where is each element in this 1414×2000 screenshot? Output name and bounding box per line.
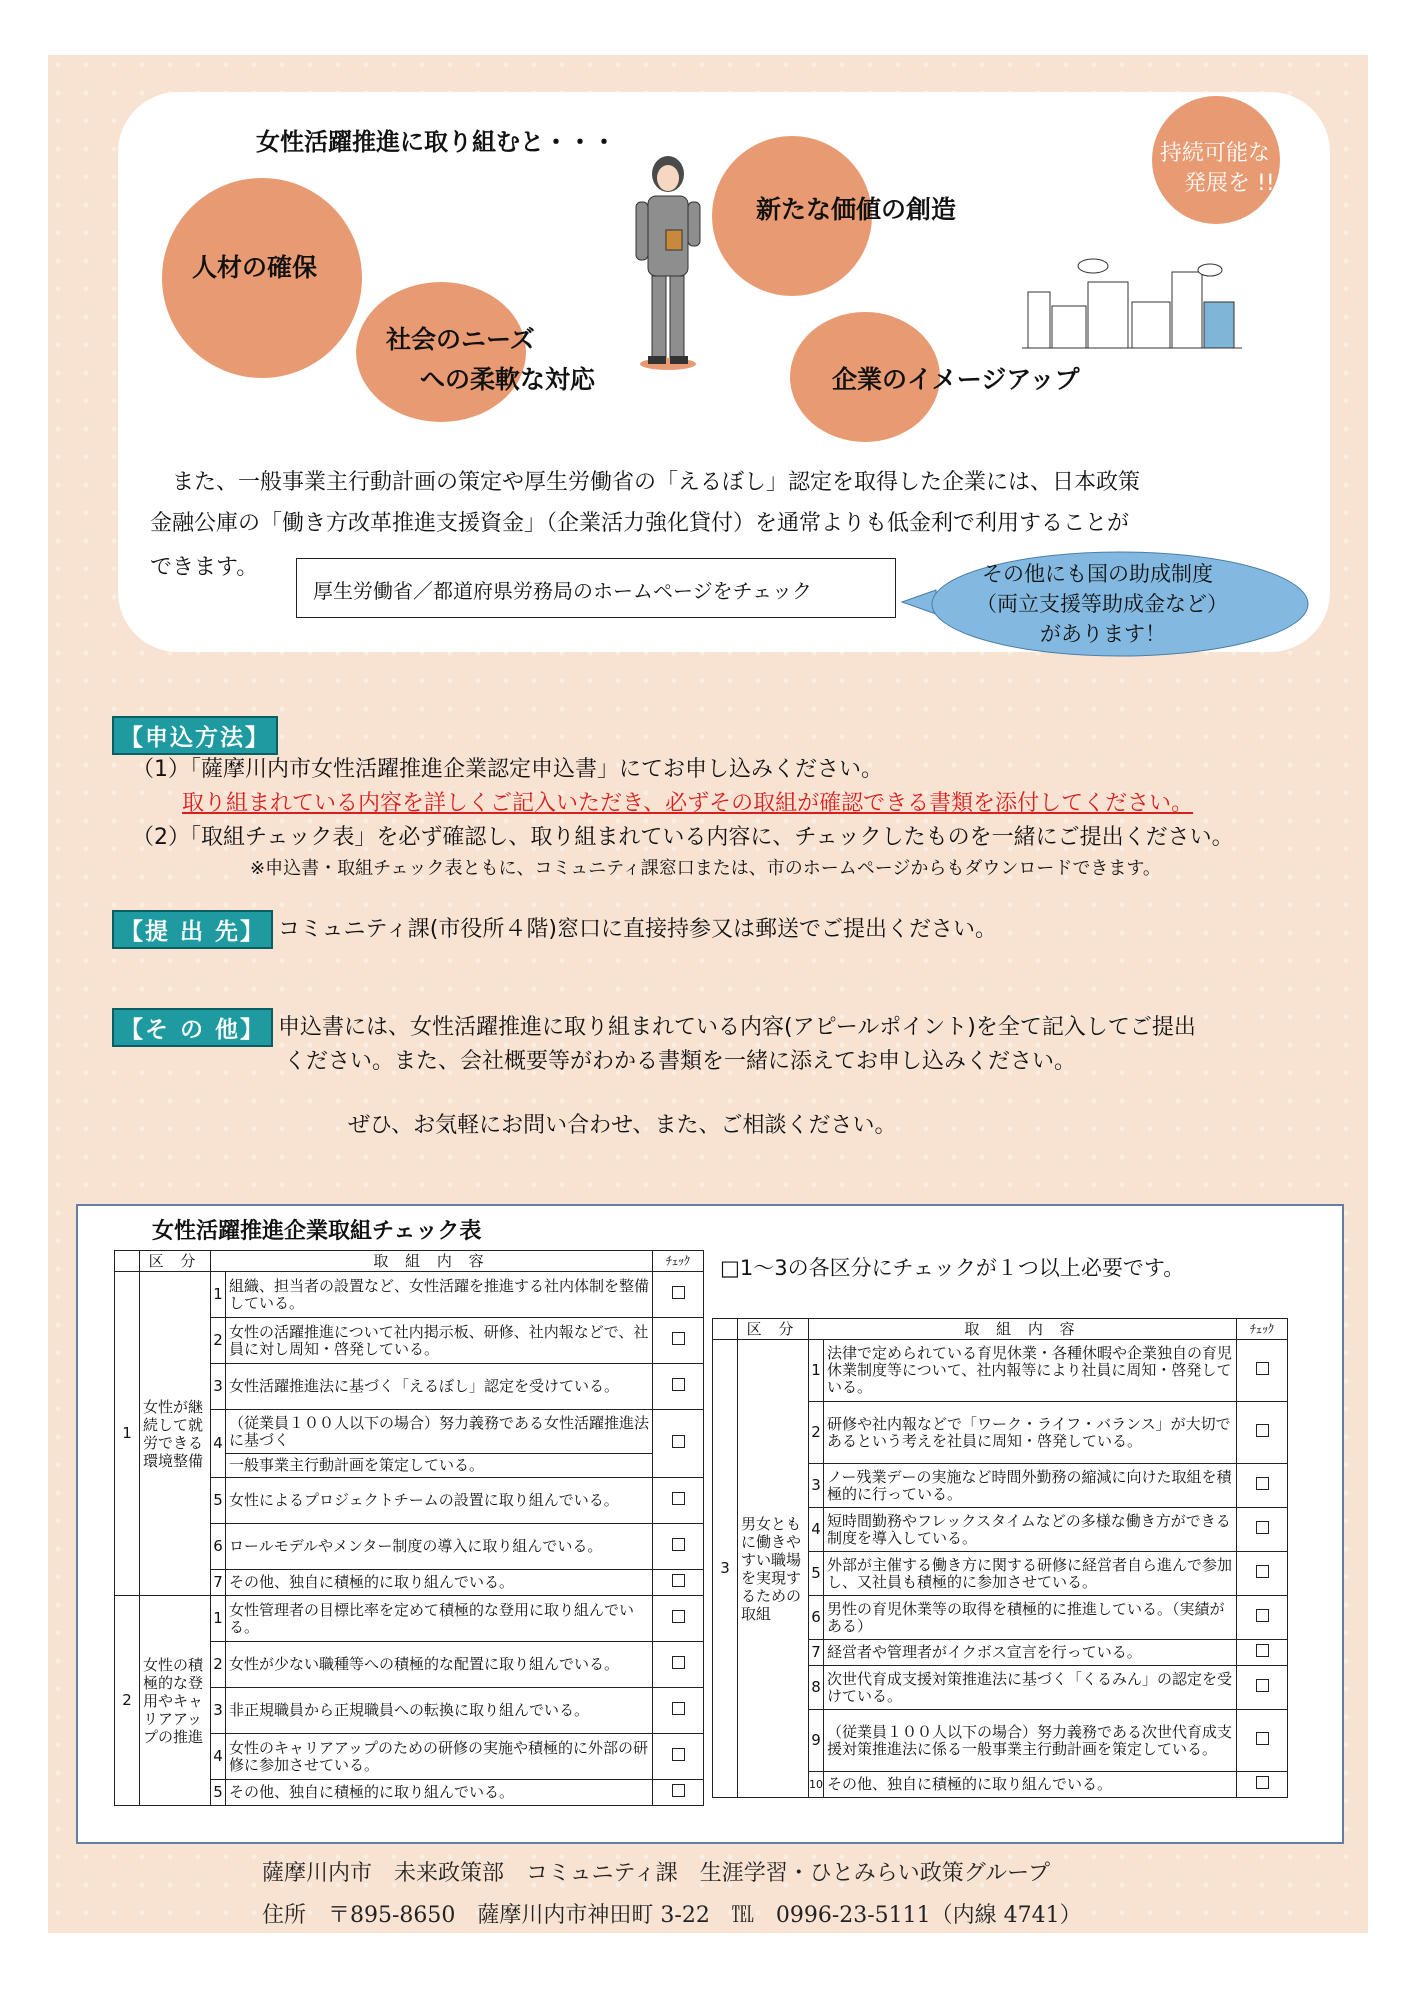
checklist-table-right [712, 1318, 1288, 1798]
header-num [115, 1251, 140, 1272]
item-text: その他、独自に積極的に取り組んでいる。 [824, 1772, 1237, 1798]
item-number: 4 [211, 1410, 226, 1478]
item-text: 短時間勤務やフレックスタイムなどの多様な働き方ができる制度を導入している。 [824, 1508, 1237, 1552]
checkbox-icon[interactable] [1256, 1609, 1269, 1622]
loan-paragraph-line2: 金融公庫の「働き方改革推進支援資金」（企業活力強化貸付）を通常よりも低金利で利用することが [150, 511, 1130, 536]
header-num [713, 1319, 738, 1340]
checkbox-cell[interactable] [1237, 1640, 1288, 1666]
checkbox-icon[interactable] [672, 1784, 685, 1797]
item-text: 経営者や管理者がイクボス宣言を行っている。 [824, 1640, 1237, 1666]
checkbox-cell[interactable] [653, 1780, 704, 1806]
item-number: 2 [809, 1402, 824, 1464]
benefit-talent: 人材の確保 [192, 253, 318, 282]
businesswoman-icon [628, 152, 708, 376]
item-number: 3 [211, 1364, 226, 1410]
benefit-image-up: 企業のイメージアップ [832, 365, 1080, 394]
item-number: 4 [211, 1734, 226, 1780]
checkbox-cell[interactable] [1237, 1552, 1288, 1596]
checkbox-cell[interactable] [653, 1734, 704, 1780]
item-text: 女性管理者の目標比率を定めて積極的な登用に取り組んでいる。 [226, 1596, 653, 1642]
item-number: 2 [211, 1642, 226, 1688]
category-1-label: 女性が継続して就労できる環境整備 [140, 1272, 211, 1596]
category-3-number: 3 [713, 1340, 738, 1798]
other-tag: 【そ の 他】 [112, 1008, 273, 1047]
checkbox-icon[interactable] [1256, 1565, 1269, 1578]
checkbox-icon[interactable] [1256, 1521, 1269, 1534]
checkbox-cell[interactable] [1237, 1772, 1288, 1798]
checklist-table-left [114, 1250, 704, 1806]
checkbox-cell[interactable] [653, 1642, 704, 1688]
item-number: 8 [809, 1666, 824, 1710]
checklist-title: 女性活躍推進企業取組チェック表 [152, 1219, 482, 1244]
checkbox-icon[interactable] [1256, 1679, 1269, 1692]
application-item-1: （1）「薩摩川内市女性活躍推進企業認定申込書」にてお申し込みください。 [132, 757, 883, 782]
checkbox-cell[interactable] [653, 1410, 704, 1478]
checkbox-icon[interactable] [672, 1538, 685, 1551]
checkbox-icon[interactable] [1256, 1362, 1269, 1375]
item-text: 次世代育成支援対策推進法に基づく「くるみん」の認定を受けている。 [824, 1666, 1237, 1710]
bubble-line3: があります！ [1040, 622, 1166, 646]
application-item-2: （2）「取組チェック表」を必ず確認し、取り組まれている内容に、チェックしたものを一緒にご提出ください。 [132, 825, 1234, 850]
footer-address: 住所 〒895-8650 薩摩川内市神田町 3-22 ℡ 0996-23-5111（内線 4741） [262, 1903, 1082, 1928]
item-number: 7 [211, 1570, 226, 1596]
category-2-number: 2 [115, 1596, 140, 1806]
download-note: ※申込書・取組チェック表ともに、コミュニティ課窓口または、市のホームページからもダウンロードできます。 [250, 858, 1161, 879]
footer-department: 薩摩川内市 未来政策部 コミュニティ課 生涯学習・ひとみらい政策グループ [262, 1861, 1051, 1886]
checkbox-icon[interactable] [672, 1286, 685, 1299]
other-line2: ください。また、会社概要等がわかる書類を一緒に添えてお申し込みください。 [284, 1049, 1077, 1074]
checkbox-icon[interactable] [672, 1748, 685, 1761]
item-number: 5 [211, 1478, 226, 1524]
checkbox-icon[interactable] [1256, 1477, 1269, 1490]
submission-tag: 【提 出 先】 [112, 910, 273, 949]
item-number: 6 [809, 1596, 824, 1640]
category-3-label: 男女ともに働きやすい職場を実現するための取組 [738, 1340, 809, 1798]
checkbox-cell[interactable] [1237, 1666, 1288, 1710]
item-number: 2 [211, 1318, 226, 1364]
item-text: 研修や社内報などで「ワーク・ライフ・バランス」が大切であるという考えを社員に周知・啓発している。 [824, 1402, 1237, 1464]
checkbox-icon[interactable] [672, 1656, 685, 1669]
item-text: 女性のキャリアアップのための研修の実施や積極的に外部の研修に参加させている。 [226, 1734, 653, 1780]
header-check: ﾁｪｯｸ [653, 1251, 704, 1272]
checkbox-cell[interactable] [653, 1688, 704, 1734]
badge-line2: 発展を !! [1184, 171, 1275, 196]
cloud-icon [1076, 256, 1110, 274]
checklist-note: □1～3の各区分にチェックが１つ以上必要です。 [720, 1256, 1185, 1280]
checkbox-cell[interactable] [653, 1318, 704, 1364]
checkbox-cell[interactable] [653, 1364, 704, 1410]
checkbox-icon[interactable] [672, 1492, 685, 1505]
submission-text: コミュニティ課(市役所４階)窓口に直接持参又は郵送でご提出ください。 [278, 917, 997, 942]
header-category: 区 分 [140, 1251, 211, 1272]
item-text: 女性によるプロジェクトチームの設置に取り組んでいる。 [226, 1478, 653, 1524]
benefit-new-value: 新たな価値の創造 [756, 195, 957, 224]
item-text: ノー残業デーの実施など時間外勤務の縮減に向けた取組を積極的に行っている。 [824, 1464, 1237, 1508]
item-text: （従業員１００人以下の場合）努力義務である女性活躍推進法に基づく [226, 1410, 653, 1454]
checkbox-cell[interactable] [1237, 1340, 1288, 1402]
header-check: ﾁｪｯｸ [1237, 1319, 1288, 1340]
checkbox-cell[interactable] [1237, 1464, 1288, 1508]
item-text: 外部が主催する働き方に関する研修に経営者自ら進んで参加し、又社員も積極的に参加させている。 [824, 1552, 1237, 1596]
header-category: 区 分 [738, 1319, 809, 1340]
item-number: 3 [211, 1688, 226, 1734]
checkbox-cell[interactable] [1237, 1402, 1288, 1464]
cloud-icon [1196, 262, 1224, 278]
loan-paragraph-line3: できます。 [150, 555, 259, 580]
item-text: （従業員１００人以下の場合）努力義務である次世代育成支援対策推進法に係る一般事業主行動計画を策定している。 [824, 1710, 1237, 1772]
header-content: 取 組 内 容 [211, 1251, 653, 1272]
checkbox-icon[interactable] [672, 1702, 685, 1715]
other-line1: 申込書には、女性活躍推進に取り組まれている内容(アピールポイント)を全て記入してご提出 [278, 1015, 1196, 1040]
benefit-society-line2: への柔軟な対応 [420, 365, 596, 394]
item-text: 男性の育児休業等の取得を積極的に推進している。（実績がある） [824, 1596, 1237, 1640]
item-text: 法律で定められている育児休業・各種休暇や企業独自の育児休業制度等について、社内報等により社員に周知・啓発している。 [824, 1340, 1237, 1402]
benefit-society-line1: 社会のニーズ [386, 325, 535, 354]
item-number: 5 [809, 1552, 824, 1596]
bubble-line1: その他にも国の助成制度 [982, 562, 1213, 586]
item-number: 9 [809, 1710, 824, 1772]
item-text: 女性が少ない職種等への積極的な配置に取り組んでいる。 [226, 1642, 653, 1688]
item-number: 3 [809, 1464, 824, 1508]
checkbox-cell[interactable] [653, 1272, 704, 1318]
item-text: 組織、担当者の設置など、女性活躍を推進する社内体制を整備している。 [226, 1272, 653, 1318]
item-number: 4 [809, 1508, 824, 1552]
checkbox-icon[interactable] [1256, 1424, 1269, 1437]
benefits-heading: 女性活躍推進に取り組むと・・・ [256, 128, 616, 156]
checkbox-cell[interactable] [653, 1524, 704, 1570]
checkbox-cell[interactable] [1237, 1710, 1288, 1772]
bubble-line2: （両立支援等助成金など） [976, 592, 1228, 616]
item-number: 1 [211, 1596, 226, 1642]
badge-line1: 持続可能な [1160, 141, 1271, 166]
item-text: その他、独自に積極的に取り組んでいる。 [226, 1570, 653, 1596]
checkbox-cell[interactable] [653, 1596, 704, 1642]
checkbox-icon[interactable] [672, 1574, 685, 1587]
item-number: 1 [809, 1340, 824, 1402]
item-number: 1 [211, 1272, 226, 1318]
checkbox-icon[interactable] [672, 1378, 685, 1391]
checkbox-icon[interactable] [1256, 1644, 1269, 1657]
item-number: 6 [211, 1524, 226, 1570]
item-number: 7 [809, 1640, 824, 1666]
header-content: 取 組 内 容 [809, 1319, 1237, 1340]
item-number: 5 [211, 1780, 226, 1806]
item-number: 10 [809, 1772, 824, 1798]
checkbox-cell[interactable] [653, 1570, 704, 1596]
application-method-tag: 【申込方法】 [112, 716, 278, 755]
checkbox-cell[interactable] [653, 1478, 704, 1524]
checkbox-cell[interactable] [1237, 1508, 1288, 1552]
checkbox-icon[interactable] [672, 1332, 685, 1345]
item-text: 非正規職員から正規職員への転換に取り組んでいる。 [226, 1688, 653, 1734]
mhlw-check-box [296, 558, 896, 618]
checkbox-icon[interactable] [1256, 1732, 1269, 1745]
checkbox-icon[interactable] [672, 1610, 685, 1623]
closing-message: ぜひ、お気軽にお問い合わせ、また、ご相談ください。 [348, 1113, 897, 1138]
checkbox-cell[interactable] [1237, 1596, 1288, 1640]
category-2-label: 女性の積極的な登用やキャリアアップの推進 [140, 1596, 211, 1806]
item-text: ロールモデルやメンター制度の導入に取り組んでいる。 [226, 1524, 653, 1570]
loan-paragraph-line1: また、一般事業主行動計画の策定や厚生労働省の「えるぼし」認定を取得した企業には、日本政策 [150, 470, 1141, 495]
item-text: 一般事業主行動計画を策定している。 [226, 1454, 653, 1478]
checkbox-icon[interactable] [1256, 1776, 1269, 1789]
mhlw-check-text: 厚生労働省／都道府県労務局のホームページをチェック [313, 579, 812, 603]
item-text: 女性の活躍推進について社内掲示板、研修、社内報などで、社員に対し周知・啓発している。 [226, 1318, 653, 1364]
checkbox-icon[interactable] [672, 1435, 685, 1448]
item-text: 女性活躍推進法に基づく「えるぼし」認定を受けている。 [226, 1364, 653, 1410]
item-text: その他、独自に積極的に取り組んでいる。 [226, 1780, 653, 1806]
application-item-1-note: 取り組まれている内容を詳しくご記入いただき、必ずその取組が確認できる書類を添付してください。 [182, 791, 1194, 816]
category-1-number: 1 [115, 1272, 140, 1596]
